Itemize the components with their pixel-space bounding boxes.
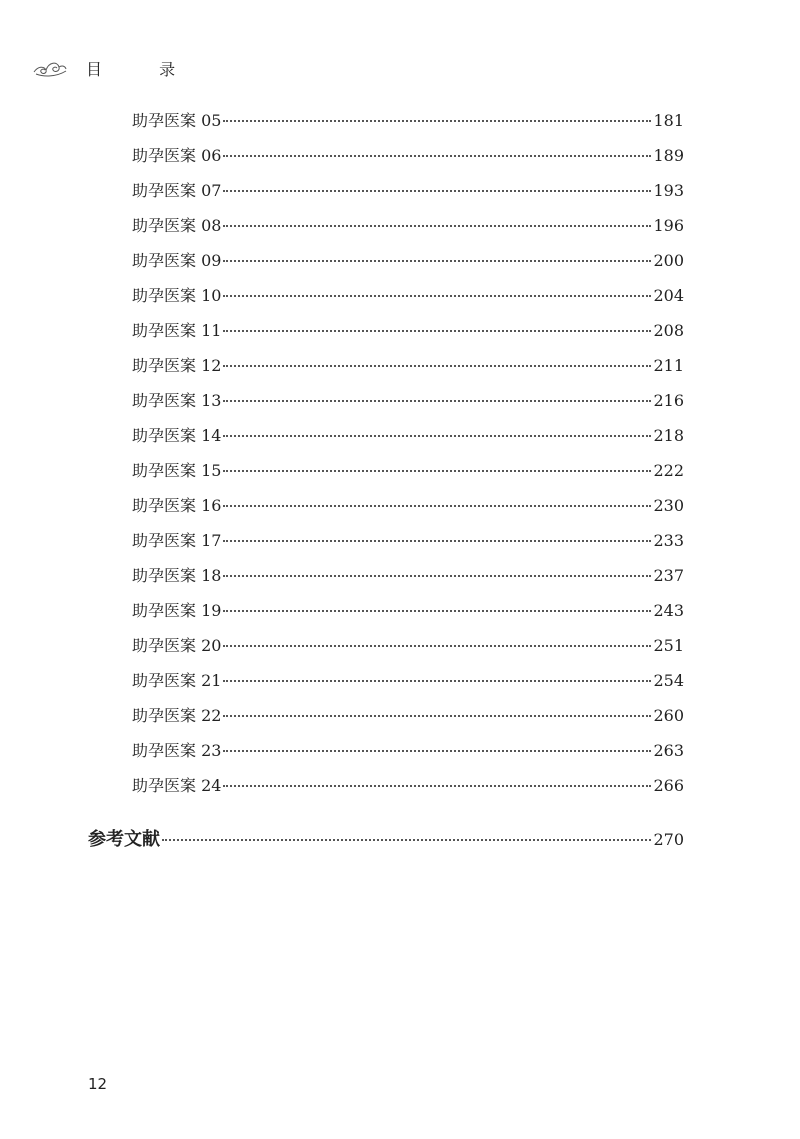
dot-leader: [223, 609, 651, 612]
toc-entry-label: 助孕医案 10: [132, 286, 222, 305]
dot-leader: [223, 714, 651, 717]
toc-entry-label: 助孕医案 16: [132, 496, 222, 515]
page-header: [32, 56, 201, 80]
toc-entry-label: 助孕医案 08: [132, 216, 222, 235]
toc-entry[interactable]: [132, 563, 684, 598]
toc-entry-page: 230: [653, 496, 684, 515]
toc-entry-page: 189: [653, 146, 684, 165]
dot-leader: [223, 259, 651, 262]
toc-entry-page: 251: [653, 636, 684, 655]
toc-entry[interactable]: [132, 633, 684, 668]
toc-entry-label: 助孕医案 24: [132, 776, 222, 795]
toc-entry-label: 助孕医案 20: [132, 636, 222, 655]
dot-leader: [223, 154, 651, 157]
dot-leader: [223, 504, 651, 507]
dot-leader: [223, 189, 651, 192]
toc-entry-label: 助孕医案 17: [132, 531, 222, 550]
toc-entry[interactable]: [132, 458, 684, 493]
toc-entry-label: 助孕医案 11: [132, 321, 222, 340]
toc-entry-label: 助孕医案 06: [132, 146, 222, 165]
dot-leader: [223, 434, 651, 437]
toc-entry[interactable]: [132, 528, 684, 563]
toc-entry-label: 助孕医案 21: [132, 671, 222, 690]
references-label: 参考文献: [88, 829, 160, 850]
dot-leader: [223, 399, 651, 402]
toc-entry-label: 助孕医案 23: [132, 741, 222, 760]
references-page: 270: [653, 830, 684, 849]
toc-entry[interactable]: [132, 143, 684, 178]
toc-entry-label: 助孕医案 12: [132, 356, 222, 375]
dot-leader: [223, 574, 651, 577]
toc-entry-page: 237: [653, 566, 684, 585]
toc-entry-label: 助孕医案 15: [132, 461, 222, 480]
toc-entry[interactable]: [132, 493, 684, 528]
dot-leader: [223, 644, 651, 647]
toc-entry-page: 263: [653, 741, 684, 760]
toc-entry-label: 助孕医案 09: [132, 251, 222, 270]
toc-entry-page: 266: [653, 776, 684, 795]
toc-entry-page: 193: [653, 181, 684, 200]
cloud-swirl-ornament-icon: [32, 57, 68, 79]
toc-entry-page: 243: [653, 601, 684, 620]
toc-entry-label: 助孕医案 05: [132, 111, 222, 130]
dot-leader: [223, 784, 651, 787]
toc-entry-label: 助孕医案 19: [132, 601, 222, 620]
toc-entry-label: 助孕医案 14: [132, 426, 222, 445]
toc-entry[interactable]: [132, 703, 684, 738]
toc-entry-label: 助孕医案 13: [132, 391, 222, 410]
toc-entry-page: 204: [653, 286, 684, 305]
page-number: 12: [88, 1075, 108, 1093]
dot-leader: [162, 838, 651, 841]
dot-leader: [223, 224, 651, 227]
dot-leader: [223, 294, 651, 297]
table-of-contents: [132, 108, 684, 808]
toc-entry-page: 181: [653, 111, 684, 130]
toc-entry-page: 260: [653, 706, 684, 725]
toc-entry[interactable]: [132, 668, 684, 703]
toc-entry[interactable]: [132, 283, 684, 318]
toc-entry[interactable]: [132, 738, 684, 773]
toc-entry-page: 196: [653, 216, 684, 235]
toc-entry[interactable]: [132, 108, 684, 143]
toc-entry-label: 助孕医案 18: [132, 566, 222, 585]
toc-entry[interactable]: [132, 248, 684, 283]
toc-entry[interactable]: [132, 598, 684, 633]
toc-entry-page: 233: [653, 531, 684, 550]
toc-entry-page: 211: [653, 356, 684, 375]
toc-entry-page: 216: [653, 391, 684, 410]
toc-entry[interactable]: [132, 388, 684, 423]
toc-entry-label: 助孕医案 22: [132, 706, 222, 725]
dot-leader: [223, 469, 651, 472]
toc-entry[interactable]: [132, 213, 684, 248]
toc-entry[interactable]: [132, 178, 684, 213]
toc-entry-page: 208: [653, 321, 684, 340]
dot-leader: [223, 749, 651, 752]
dot-leader: [223, 119, 651, 122]
toc-entry-page: 200: [653, 251, 684, 270]
toc-entry-references[interactable]: [88, 825, 684, 851]
dot-leader: [223, 364, 651, 367]
toc-entry[interactable]: [132, 318, 684, 353]
toc-entry-label: 助孕医案 07: [132, 181, 222, 200]
header-title: 目 录: [86, 59, 202, 79]
toc-entry[interactable]: [132, 423, 684, 458]
toc-entry-page: 254: [653, 671, 684, 690]
dot-leader: [223, 539, 651, 542]
toc-entry-page: 218: [653, 426, 684, 445]
dot-leader: [223, 329, 651, 332]
toc-entry-page: 222: [653, 461, 684, 480]
toc-entry[interactable]: [132, 773, 684, 808]
toc-entry[interactable]: [132, 353, 684, 388]
dot-leader: [223, 679, 651, 682]
